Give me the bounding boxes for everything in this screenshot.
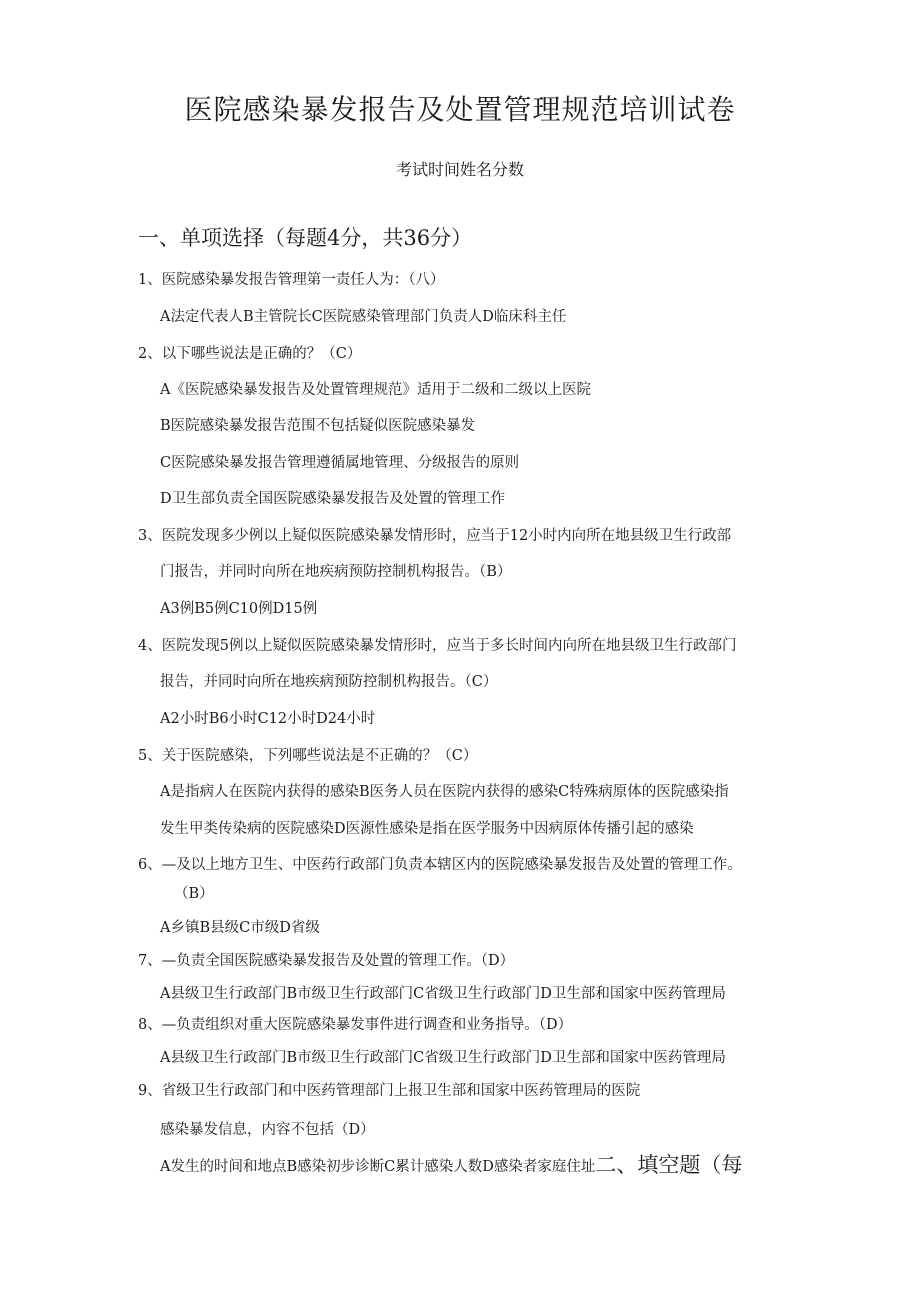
question-stem: 7、—负责全国医院感染暴发报告及处置的管理工作。（D） [138, 953, 515, 969]
question-stem: 9、省级卫生行政部门和中医药管理部门上报卫生部和国家中医药管理局的医院 [138, 1083, 641, 1099]
question-stem: 2、以下哪些说法是正确的？（C） [138, 346, 362, 362]
question-stem: 4、医院发现5例以上疑似医院感染暴发情形时，应当于多长时间内向所在地县级卫生行政部门 [138, 638, 737, 654]
question-options [160, 1155, 742, 1177]
section-1-heading: 一、单项选择（每题4分，共36分） [138, 226, 473, 250]
question-options: A2小时B6小时C12小时D24小时 [160, 711, 376, 727]
question-stem: 6、—及以上地方卫生、中医药行政部门负责本辖区内的医院感染暴发报告及处置的管理工作。 [138, 857, 742, 873]
section-2-heading-partial: 二、填空题（每 [595, 1153, 743, 1177]
question-options: A县级卫生行政部门B市级卫生行政部门C省级卫生行政部门D卫生部和国家中医药管理局 [160, 1050, 726, 1066]
question-option: D卫生部负责全国医院感染暴发报告及处置的管理工作 [160, 491, 506, 507]
question-stem: 1、医院感染暴发报告管理第一责任人为：（八） [138, 272, 445, 288]
question-stem: 3、医院发现多少例以上疑似医院感染暴发情形时，应当于12小时内向所在地县级卫生行政部 [138, 528, 732, 544]
question-option: B医院感染暴发报告范围不包括疑似医院感染暴发 [160, 418, 476, 434]
question-options-text: A发生的时间和地点B感染初步诊断C累计感染人数D感染者家庭住址 [160, 1159, 596, 1175]
question-option: A《医院感染暴发报告及处置管理规范》适用于二级和二级以上医院 [160, 382, 591, 398]
question-stem-continued: 门报告，并同时向所在地疾病预防控制机构报告。（B） [160, 564, 512, 580]
exam-info-line: 考试时间姓名分数 [395, 160, 524, 179]
question-stem-continued: 感染暴发信息，内容不包括（D） [160, 1122, 375, 1138]
question-stem: 5、关于医院感染，下列哪些说法是不正确的？（C） [138, 748, 478, 764]
question-options: A是指病人在医院内获得的感染B医务人员在医院内获得的感染C特殊病原体的医院感染指 [160, 784, 729, 800]
question-options: A3例B5例C10例D15例 [160, 601, 318, 617]
question-option: C医院感染暴发报告管理遵循属地管理、分级报告的原则 [160, 455, 520, 471]
question-stem-continued: 报告，并同时向所在地疾病预防控制机构报告。（C） [160, 674, 498, 690]
exam-title: 医院感染暴发报告及处置管理规范培训试卷 [184, 93, 736, 126]
question-stem-continued: （B） [174, 886, 214, 902]
question-options: A法定代表人B主管院长C医院感染管理部门负责人D临床科主任 [160, 309, 567, 325]
question-options-continued: 发生甲类传染病的医院感染D医源性感染是指在医学服务中因病原体传播引起的感染 [160, 821, 694, 837]
question-options: A乡镇B县级C市级D省级 [160, 920, 320, 936]
question-stem: 8、—负责组织对重大医院感染暴发事件进行调查和业务指导。（D） [138, 1017, 573, 1033]
question-options: A县级卫生行政部门B市级卫生行政部门C省级卫生行政部门D卫生部和国家中医药管理局 [160, 986, 726, 1002]
